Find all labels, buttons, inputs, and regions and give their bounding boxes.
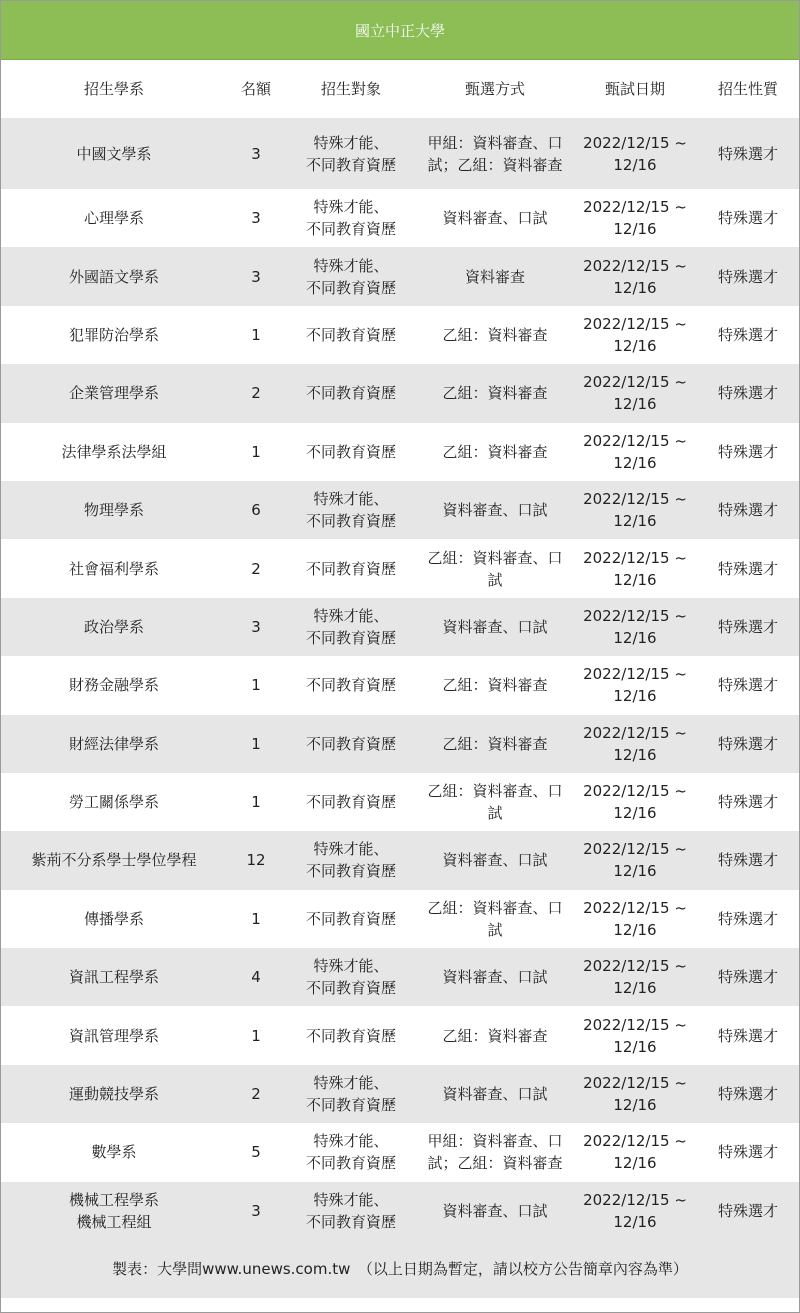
target-cell: 不同教育資歷	[285, 539, 417, 597]
method-cell: 乙組：資料審查、口 試	[417, 773, 573, 831]
table-row	[1, 247, 799, 305]
type-cell: 特殊選才	[697, 1123, 799, 1181]
table-row	[1, 539, 799, 597]
method-cell: 甲組：資料審查、口 試；乙組：資料審查	[417, 1123, 573, 1181]
method-cell: 乙組：資料審查	[417, 656, 573, 714]
department-cell: 社會福利學系	[1, 539, 227, 597]
target-cell: 特殊才能、 不同教育資歷	[285, 1182, 417, 1240]
target-cell: 特殊才能、 不同教育資歷	[285, 598, 417, 656]
department-cell: 資訊管理學系	[1, 1006, 227, 1064]
table-row	[1, 656, 799, 714]
exam-date-cell: 2022/12/15 ~ 12/16	[573, 481, 697, 539]
target-cell: 特殊才能、 不同教育資歷	[285, 247, 417, 305]
department-cell: 傳播學系	[1, 890, 227, 948]
department-cell: 資訊工程學系	[1, 948, 227, 1006]
target-cell: 不同教育資歷	[285, 890, 417, 948]
exam-date-cell: 2022/12/15 ~ 12/16	[573, 656, 697, 714]
quota-cell: 3	[227, 1182, 285, 1240]
type-cell: 特殊選才	[697, 1065, 799, 1123]
department-cell: 紫荊不分系學士學位學程	[1, 831, 227, 889]
quota-cell: 6	[227, 481, 285, 539]
exam-date-cell: 2022/12/15 ~ 12/16	[573, 598, 697, 656]
table-row	[1, 1065, 799, 1123]
table-row	[1, 773, 799, 831]
admission-table	[1, 60, 799, 1240]
type-cell: 特殊選才	[697, 481, 799, 539]
table-body	[1, 118, 799, 1240]
quota-cell: 12	[227, 831, 285, 889]
method-cell: 甲組：資料審查、口 試；乙組：資料審查	[417, 118, 573, 189]
header-department: 招生學系	[1, 60, 227, 118]
quota-cell: 3	[227, 189, 285, 247]
exam-date-cell: 2022/12/15 ~ 12/16	[573, 1006, 697, 1064]
table-row	[1, 831, 799, 889]
type-cell: 特殊選才	[697, 831, 799, 889]
type-cell: 特殊選才	[697, 1182, 799, 1240]
department-cell: 數學系	[1, 1123, 227, 1181]
table-header-row	[1, 60, 799, 118]
quota-cell: 1	[227, 773, 285, 831]
target-cell: 不同教育資歷	[285, 423, 417, 481]
method-cell: 乙組：資料審查	[417, 306, 573, 364]
table-row	[1, 715, 799, 773]
department-cell: 勞工關係學系	[1, 773, 227, 831]
type-cell: 特殊選才	[697, 715, 799, 773]
quota-cell: 1	[227, 1006, 285, 1064]
method-cell: 資料審查、口試	[417, 1182, 573, 1240]
department-cell: 財務金融學系	[1, 656, 227, 714]
table-row	[1, 118, 799, 189]
table-row	[1, 598, 799, 656]
type-cell: 特殊選才	[697, 364, 799, 422]
type-cell: 特殊選才	[697, 890, 799, 948]
exam-date-cell: 2022/12/15 ~ 12/16	[573, 831, 697, 889]
department-cell: 心理學系	[1, 189, 227, 247]
method-cell: 資料審查、口試	[417, 948, 573, 1006]
method-cell: 乙組：資料審查	[417, 1006, 573, 1064]
quota-cell: 3	[227, 118, 285, 189]
department-cell: 機械工程學系 機械工程組	[1, 1182, 227, 1240]
method-cell: 資料審查、口試	[417, 189, 573, 247]
method-cell: 乙組：資料審查	[417, 364, 573, 422]
method-cell: 資料審查、口試	[417, 1065, 573, 1123]
table-row	[1, 306, 799, 364]
target-cell: 特殊才能、 不同教育資歷	[285, 948, 417, 1006]
exam-date-cell: 2022/12/15 ~ 12/16	[573, 539, 697, 597]
target-cell: 不同教育資歷	[285, 1006, 417, 1064]
exam-date-cell: 2022/12/15 ~ 12/16	[573, 306, 697, 364]
department-cell: 財經法律學系	[1, 715, 227, 773]
exam-date-cell: 2022/12/15 ~ 12/16	[573, 890, 697, 948]
exam-date-cell: 2022/12/15 ~ 12/16	[573, 247, 697, 305]
exam-date-cell: 2022/12/15 ~ 12/16	[573, 948, 697, 1006]
department-cell: 運動競技學系	[1, 1065, 227, 1123]
method-cell: 資料審查、口試	[417, 481, 573, 539]
type-cell: 特殊選才	[697, 189, 799, 247]
method-cell: 資料審查	[417, 247, 573, 305]
quota-cell: 3	[227, 598, 285, 656]
exam-date-cell: 2022/12/15 ~ 12/16	[573, 1182, 697, 1240]
target-cell: 特殊才能、 不同教育資歷	[285, 189, 417, 247]
exam-date-cell: 2022/12/15 ~ 12/16	[573, 1123, 697, 1181]
type-cell: 特殊選才	[697, 539, 799, 597]
target-cell: 不同教育資歷	[285, 364, 417, 422]
quota-cell: 1	[227, 715, 285, 773]
type-cell: 特殊選才	[697, 1006, 799, 1064]
table-row	[1, 423, 799, 481]
table-row	[1, 481, 799, 539]
header-method: 甄選方式	[417, 60, 573, 118]
department-cell: 犯罪防治學系	[1, 306, 227, 364]
department-cell: 企業管理學系	[1, 364, 227, 422]
type-cell: 特殊選才	[697, 598, 799, 656]
quota-cell: 2	[227, 364, 285, 422]
table-row	[1, 189, 799, 247]
exam-date-cell: 2022/12/15 ~ 12/16	[573, 189, 697, 247]
type-cell: 特殊選才	[697, 423, 799, 481]
target-cell: 不同教育資歷	[285, 306, 417, 364]
table-row	[1, 1006, 799, 1064]
method-cell: 乙組：資料審查、口 試	[417, 539, 573, 597]
method-cell: 乙組：資料審查	[417, 423, 573, 481]
department-cell: 政治學系	[1, 598, 227, 656]
exam-date-cell: 2022/12/15 ~ 12/16	[573, 118, 697, 189]
type-cell: 特殊選才	[697, 247, 799, 305]
exam-date-cell: 2022/12/15 ~ 12/16	[573, 423, 697, 481]
quota-cell: 1	[227, 306, 285, 364]
table-row	[1, 1182, 799, 1240]
target-cell: 特殊才能、 不同教育資歷	[285, 1123, 417, 1181]
department-cell: 外國語文學系	[1, 247, 227, 305]
table-row	[1, 1123, 799, 1181]
quota-cell: 1	[227, 423, 285, 481]
type-cell: 特殊選才	[697, 773, 799, 831]
table-footer-note: 製表：大學問www.unews.com.tw （以上日期為暫定，請以校方公告簡章內容為準）	[1, 1240, 799, 1298]
department-cell: 法律學系法學組	[1, 423, 227, 481]
quota-cell: 5	[227, 1123, 285, 1181]
exam-date-cell: 2022/12/15 ~ 12/16	[573, 364, 697, 422]
type-cell: 特殊選才	[697, 306, 799, 364]
target-cell: 特殊才能、 不同教育資歷	[285, 481, 417, 539]
department-cell: 物理學系	[1, 481, 227, 539]
header-quota: 名額	[227, 60, 285, 118]
target-cell: 特殊才能、 不同教育資歷	[285, 831, 417, 889]
target-cell: 不同教育資歷	[285, 656, 417, 714]
method-cell: 資料審查、口試	[417, 831, 573, 889]
exam-date-cell: 2022/12/15 ~ 12/16	[573, 1065, 697, 1123]
quota-cell: 2	[227, 539, 285, 597]
method-cell: 乙組：資料審查	[417, 715, 573, 773]
target-cell: 不同教育資歷	[285, 715, 417, 773]
header-target: 招生對象	[285, 60, 417, 118]
type-cell: 特殊選才	[697, 118, 799, 189]
quota-cell: 1	[227, 656, 285, 714]
type-cell: 特殊選才	[697, 656, 799, 714]
quota-cell: 4	[227, 948, 285, 1006]
quota-cell: 3	[227, 247, 285, 305]
department-cell: 中國文學系	[1, 118, 227, 189]
exam-date-cell: 2022/12/15 ~ 12/16	[573, 715, 697, 773]
header-type: 招生性質	[697, 60, 799, 118]
method-cell: 資料審查、口試	[417, 598, 573, 656]
target-cell: 不同教育資歷	[285, 773, 417, 831]
exam-date-cell: 2022/12/15 ~ 12/16	[573, 773, 697, 831]
target-cell: 特殊才能、 不同教育資歷	[285, 118, 417, 189]
table-row	[1, 364, 799, 422]
table-title: 國立中正大學	[1, 1, 799, 60]
type-cell: 特殊選才	[697, 948, 799, 1006]
header-exam-date: 甄試日期	[573, 60, 697, 118]
table-row	[1, 890, 799, 948]
method-cell: 乙組：資料審查、口 試	[417, 890, 573, 948]
target-cell: 特殊才能、 不同教育資歷	[285, 1065, 417, 1123]
table-row	[1, 948, 799, 1006]
quota-cell: 2	[227, 1065, 285, 1123]
quota-cell: 1	[227, 890, 285, 948]
